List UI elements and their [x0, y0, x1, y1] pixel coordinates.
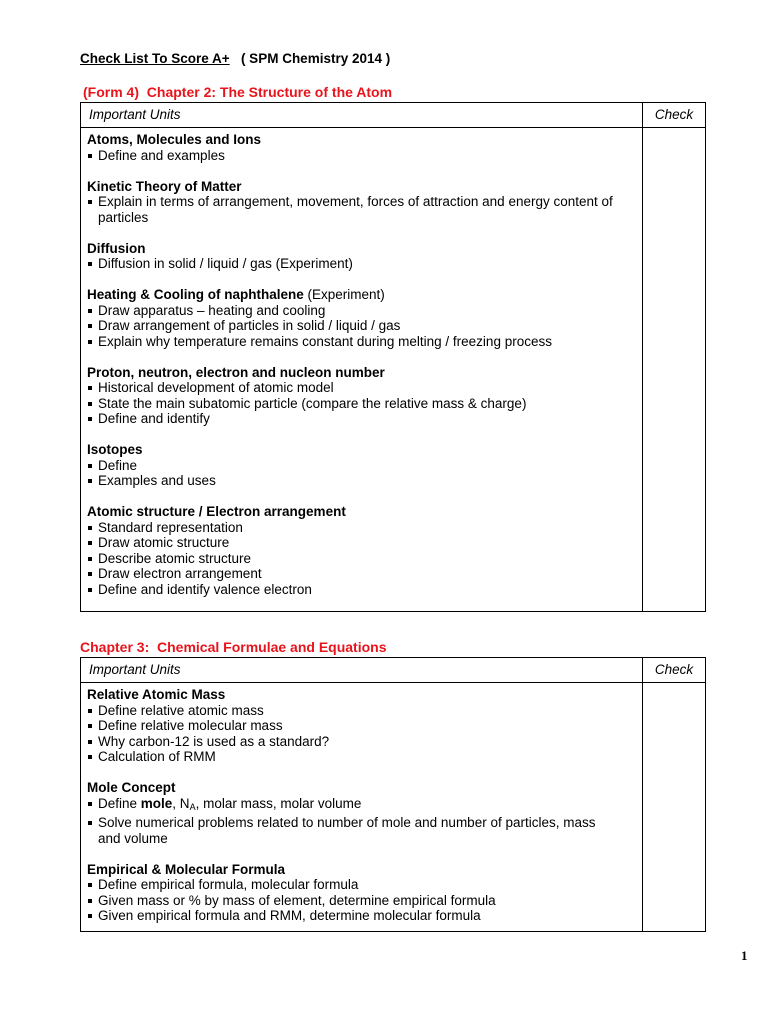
list-item: Historical development of atomic model	[87, 380, 636, 396]
list-item: Calculation of RMM	[87, 749, 636, 765]
document-title	[80, 51, 390, 66]
topic-atomic-structure	[87, 504, 636, 597]
list-item: Explain in terms of arrangement, movement, forces of attraction and energy content of particles	[87, 194, 636, 225]
topic-heating	[87, 287, 636, 349]
mole-rest: , molar mass, molar volume	[195, 795, 362, 811]
units-body	[81, 128, 643, 612]
check-header: Check	[654, 662, 694, 677]
topic-title: Empirical & Molecular Formula	[87, 861, 286, 877]
topic-title: Mole Concept	[87, 780, 176, 795]
topic-relative-atomic-mass	[87, 687, 636, 765]
units-body	[81, 683, 643, 932]
check-header: Check	[654, 107, 694, 122]
units-header: Important Units	[89, 107, 181, 122]
check-cell[interactable]	[643, 128, 706, 612]
mole-prefix: Define	[98, 795, 141, 811]
topic-title: Relative Atomic Mass	[87, 687, 226, 702]
topic-title: Atoms, Molecules and Ions	[87, 132, 262, 147]
mole-word: mole	[140, 795, 173, 811]
list-item: Define and identify	[87, 411, 636, 427]
list-item: Draw arrangement of particles in solid / liquid / gas	[87, 318, 636, 334]
chapter-3-heading: Chapter 3: Chemical Formulae and Equations	[80, 639, 387, 655]
topic-atoms	[87, 132, 636, 163]
list-item: Why carbon-12 is used as a standard?	[87, 734, 636, 750]
list-item: Solve numerical problems related to number of mole and number of particles, mass and volume	[87, 815, 636, 846]
mole-sub: A	[189, 801, 196, 812]
list-item: Describe atomic structure	[87, 551, 636, 567]
list-item: Draw apparatus – heating and cooling	[87, 303, 636, 319]
chapter-2-table	[80, 102, 706, 612]
list-item: Define empirical formula, molecular formula	[87, 877, 636, 893]
title-subtitle: ( SPM Chemistry 2014 )	[240, 51, 391, 66]
list-item: Explain why temperature remains constant during melting / freezing process	[87, 334, 636, 350]
topic-mole-concept	[87, 780, 636, 846]
topic-title: Isotopes	[87, 442, 143, 457]
topic-kinetic	[87, 179, 636, 226]
list-item: Define	[87, 458, 636, 474]
topic-title-text: Heating & Cooling of naphthalene	[87, 287, 304, 302]
topic-empirical-formula	[87, 862, 636, 924]
chapter-3-table	[80, 657, 706, 932]
check-cell[interactable]	[643, 683, 706, 932]
mole-sep: , N	[172, 795, 190, 811]
list-item: Given empirical formula and RMM, determine molecular formula	[87, 908, 636, 924]
topic-title	[87, 287, 636, 303]
page-number: 1	[741, 948, 748, 963]
topic-diffusion	[87, 241, 636, 272]
list-item	[87, 796, 636, 816]
topic-proton	[87, 365, 636, 427]
topic-isotopes	[87, 442, 636, 489]
list-item: State the main subatomic particle (compare the relative mass & charge)	[87, 396, 636, 412]
title-main: Check List To Score A+	[80, 51, 230, 66]
topic-title: Atomic structure / Electron arrangement	[87, 504, 346, 519]
list-item: Define and identify valence electron	[87, 582, 636, 598]
list-item: Define and examples	[87, 148, 636, 164]
units-header: Important Units	[89, 662, 181, 677]
check-header-cell	[643, 103, 706, 128]
check-header-cell	[643, 658, 706, 683]
list-item: Draw atomic structure	[87, 535, 636, 551]
list-item: Examples and uses	[87, 473, 636, 489]
chapter-2-heading: (Form 4) Chapter 2: The Structure of the Atom	[83, 84, 393, 100]
topic-title: Kinetic Theory of Matter	[87, 178, 242, 194]
list-item: Given mass or % by mass of element, determine empirical formula	[87, 893, 636, 909]
list-item: Define relative atomic mass	[87, 703, 636, 719]
list-item: Diffusion in solid / liquid / gas (Experiment)	[87, 256, 636, 272]
list-item: Draw electron arrangement	[87, 566, 636, 582]
topic-title-suffix: (Experiment)	[303, 287, 385, 302]
topic-title: Proton, neutron, electron and nucleon number	[87, 364, 385, 380]
topic-title: Diffusion	[87, 240, 146, 256]
units-header-cell	[81, 103, 643, 128]
list-item: Standard representation	[87, 520, 636, 536]
list-item: Define relative molecular mass	[87, 718, 636, 734]
units-header-cell	[81, 658, 643, 683]
